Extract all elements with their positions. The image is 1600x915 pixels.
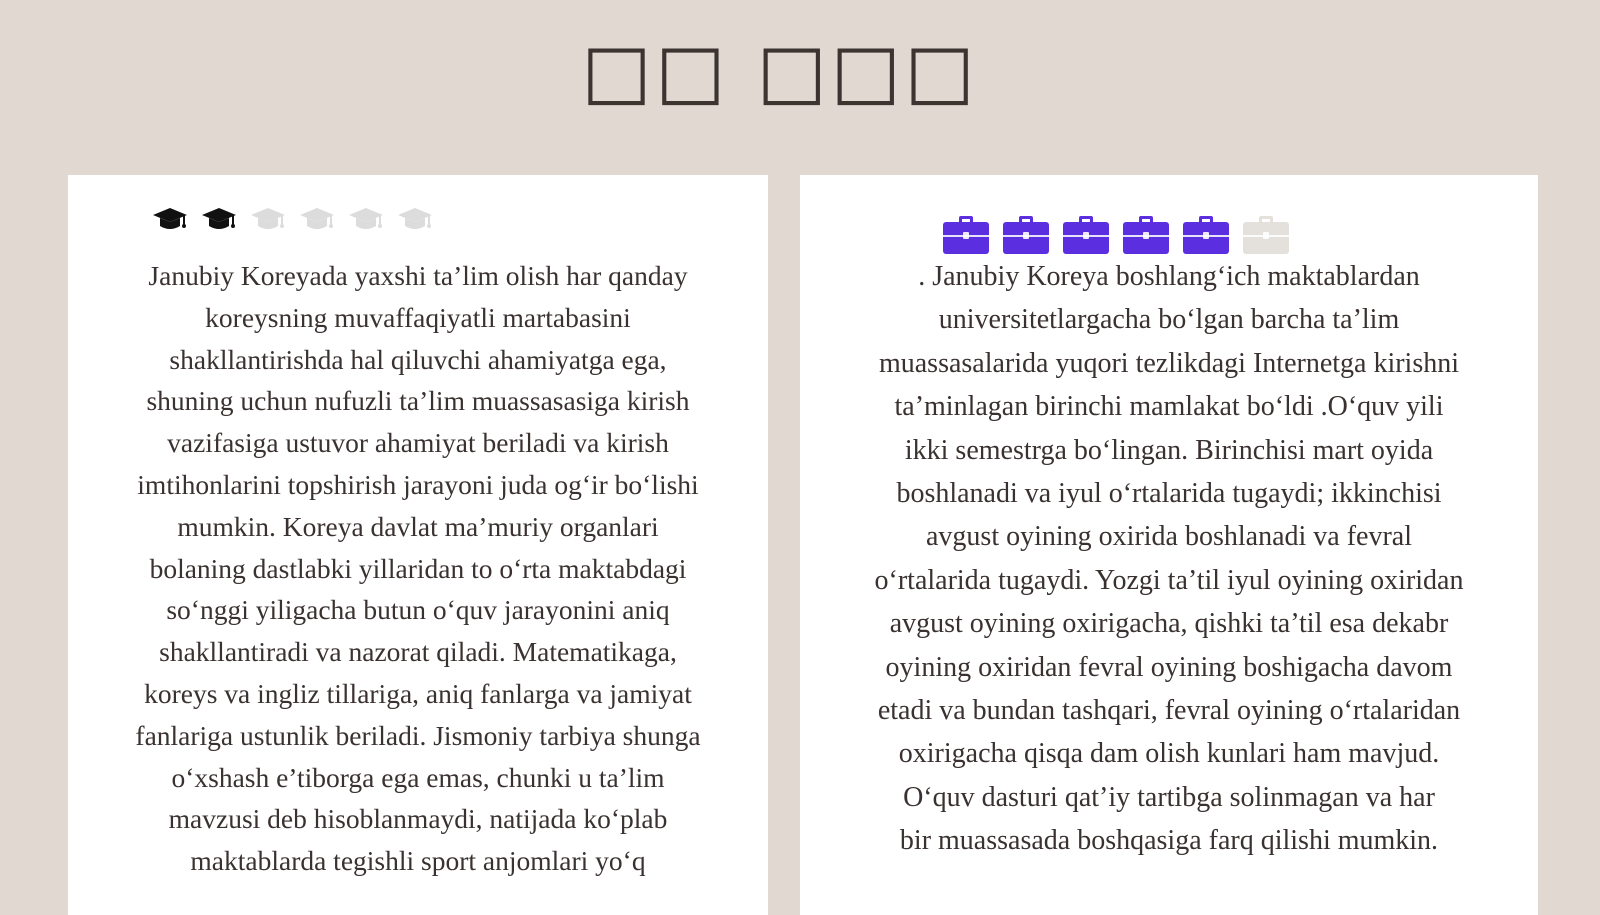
graduation-cap-icon xyxy=(299,207,335,233)
education-card xyxy=(68,175,768,915)
slide-title: □□ □□□ xyxy=(581,28,979,114)
graduation-cap-icon xyxy=(250,207,286,233)
briefcase-icon xyxy=(1002,215,1050,255)
briefcase-icon xyxy=(942,215,990,255)
education-rating xyxy=(152,207,433,233)
briefcase-icon xyxy=(1062,215,1110,255)
work-card xyxy=(800,175,1538,915)
graduation-cap-icon xyxy=(152,207,188,233)
briefcase-icon xyxy=(1122,215,1170,255)
work-rating xyxy=(942,215,1290,255)
graduation-cap-icon xyxy=(201,207,237,233)
briefcase-icon xyxy=(1182,215,1230,255)
briefcase-icon xyxy=(1242,215,1290,255)
graduation-cap-icon xyxy=(397,207,433,233)
graduation-cap-icon xyxy=(348,207,384,233)
work-text: . Janubiy Koreya boshlang‘ich maktablardan universitetlargacha bo‘lgan barcha ta’lim muassasalarida yuqori tezlikdagi Internetga kirishni ta’minlagan birinchi mamlakat bo‘ldi .O‘quv yili ikki semestrga bo‘lingan. Birinchisi mart oyida boshlanadi va iyul o‘rtalarida tugaydi; ikkinchisi avgust oyining oxirida boshlanadi va fevral o‘rtalarida tugaydi. Yozgi ta’til iyul oyining oxiridan avgust oyining oxirigacha, qishki ta’til esa dekabr oyining oxiridan fevral oyining boshigacha davom etadi va bundan tashqari, fevral oyining o‘rtalaridan oxirigacha qisqa dam olish kunlari ham mavjud. O‘quv dasturi qat’iy tartibga solinmagan va har bir muassasada boshqasiga farq qilishi mumkin. xyxy=(874,261,1464,857)
education-text: Janubiy Koreyada yaxshi ta’lim olish har qanday koreysning muvaffaqiyatli martabasini shakllantirishda hal qiluvchi ahamiyatga ega, shuning uchun nufuzli ta’lim muassasasiga kirish vazifasiga ustuvor ahamiyat beriladi va kirish imtihonlarini topshirish jarayoni juda og‘ir bo‘lishi mumkin. Koreya davlat ma’muriy organlari bolaning dastlabki yillaridan to o‘rta maktabdagi so‘nggi yiligacha butun o‘quv jarayonini aniq shakllantiradi va nazorat qiladi. Matematikaga, koreys va ingliz tillariga, aniq fanlarga va jamiyat fanlariga ustunlik beriladi. Jismoniy tarbiya shunga o‘xshash e’tiborga ega emas, chunki u ta’lim mavzusi deb hisoblanmaydi, natijada ko‘plab maktablarda tegishli sport anjomlari yo‘q xyxy=(135,260,701,877)
